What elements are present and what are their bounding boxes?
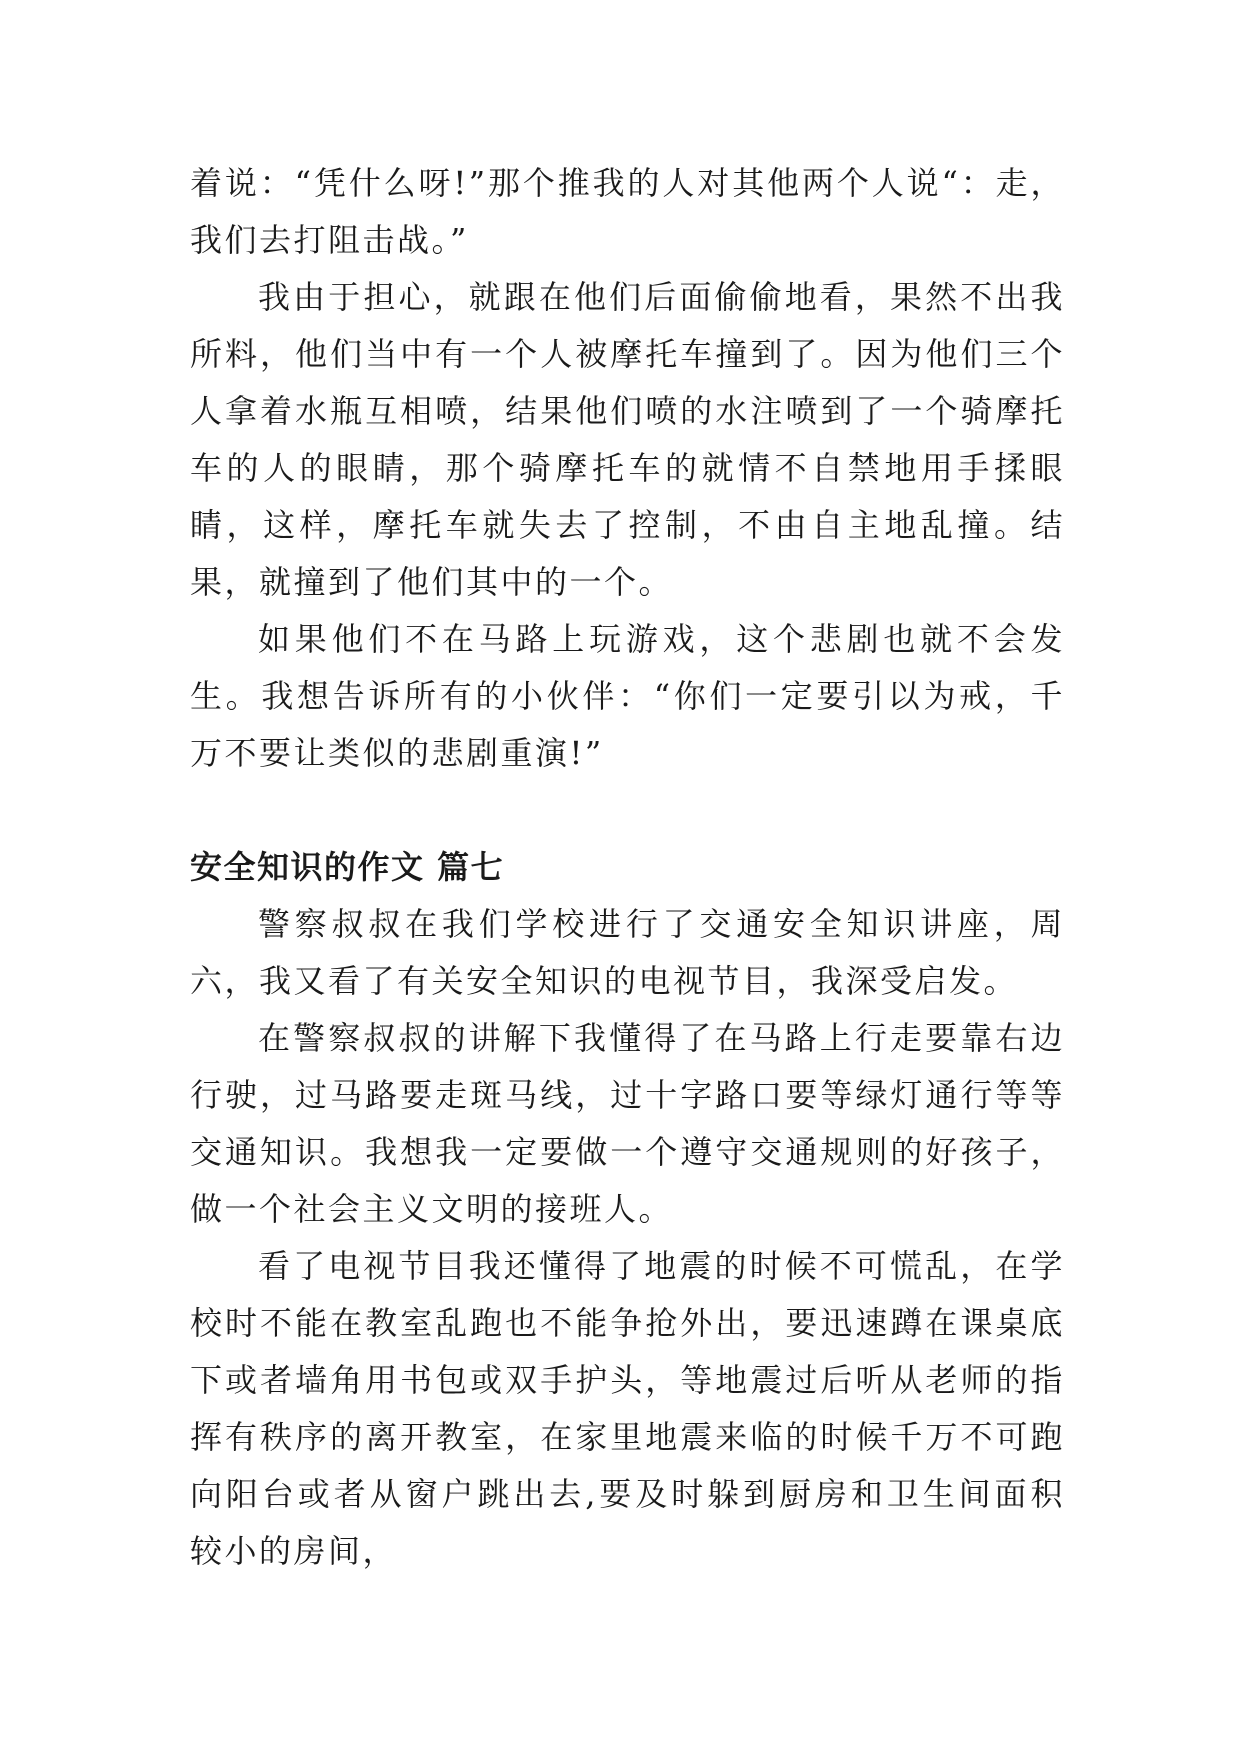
paragraph-warning-to-friends: 如果他们不在马路上玩游戏，这个悲剧也就不会发生。我想告诉所有的小伙伴：“你们一定要引以为戒，千万不要让类似的悲剧重演!” bbox=[190, 620, 1065, 772]
paragraph-earthquake-safety: 看了电视节目我还懂得了地震的时候不可慌乱，在学校时不能在教室乱跑也不能争抢外出，要迅速蹲在课桌底下或者墙角用书包或双手护头，等地震过后听从老师的指挥有秩序的离开教室，在家里地震来临的时候千万不可跑向阳台或者从窗户跳出去,要及时躲到厨房和卫生间面积较小的房间， bbox=[190, 1247, 1065, 1570]
paragraph-safety-lecture: 警察叔叔在我们学校进行了交通安全知识讲座，周六，我又看了有关安全知识的电视节目，我深受启发。 bbox=[190, 905, 1065, 1000]
paragraph-traffic-rules: 在警察叔叔的讲解下我懂得了在马路上行走要靠右边行驶，过马路要走斑马线，过十字路口要等绿灯通行等等交通知识。我想我一定要做一个遵守交通规则的好孩子，做一个社会主义文明的接班人。 bbox=[190, 1019, 1065, 1228]
section-title: 安全知识的作文 篇七 bbox=[190, 848, 505, 886]
article-body bbox=[190, 155, 1065, 1580]
paragraph-continuation: 着说：“凭什么呀!”那个推我的人对其他两个人说“：走，我们去打阻击战。” bbox=[190, 164, 1065, 259]
paragraph-motorcycle-accident: 我由于担心，就跟在他们后面偷偷地看，果然不出我所料，他们当中有一个人被摩托车撞到了。因为他们三个人拿着水瓶互相喷，结果他们喷的水注喷到了一个骑摩托车的人的眼睛，那个骑摩托车的就情不自禁地用手揉眼睛，这样，摩托车就失去了控制，不由自主地乱撞。结果，就撞到了他们其中的一个。 bbox=[190, 278, 1065, 601]
